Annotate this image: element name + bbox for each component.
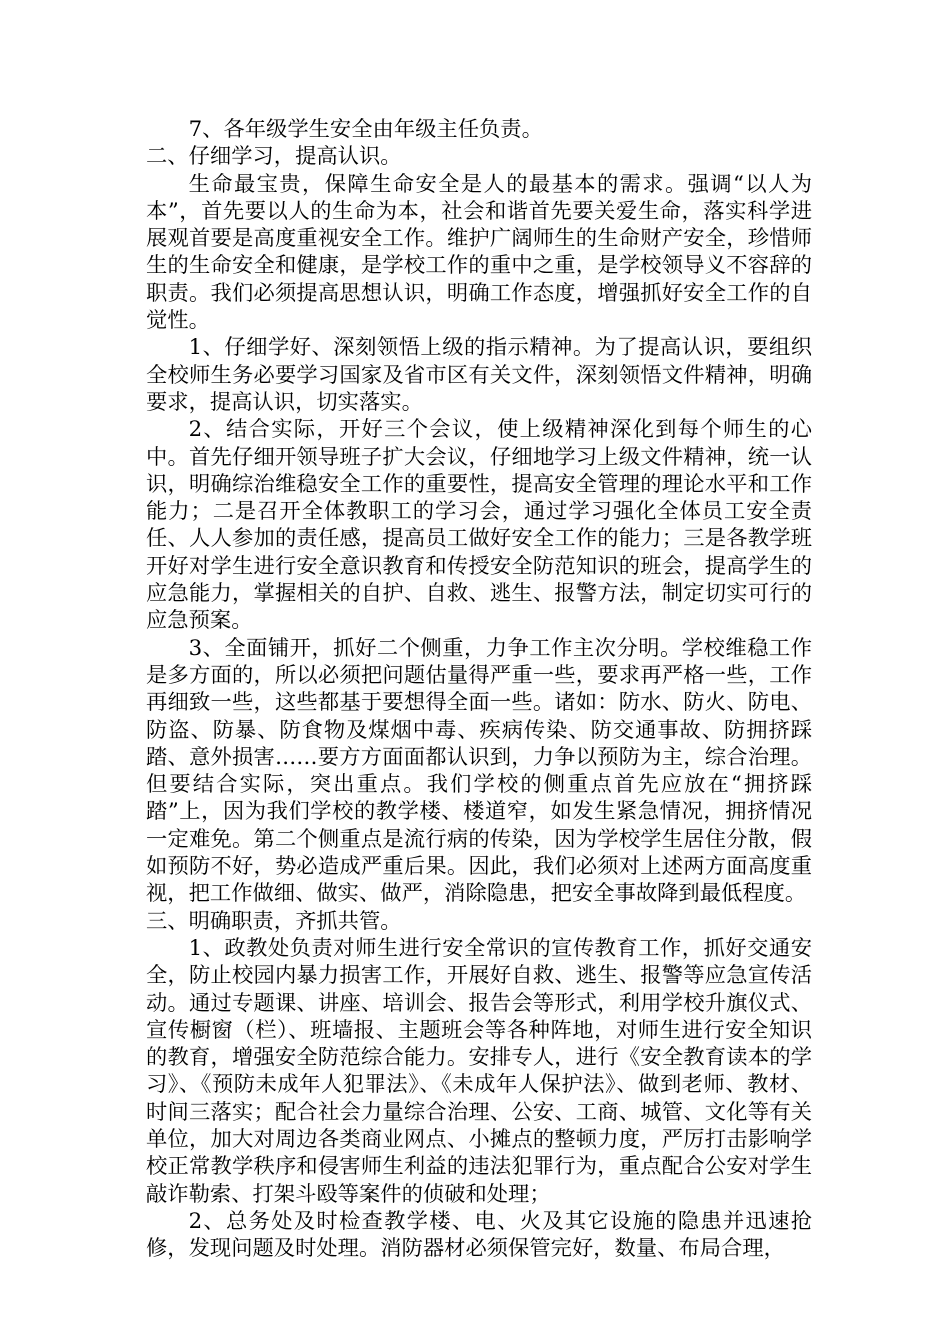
paragraph-life-safety: 生命最宝贵，保障生命安全是人的最基本的需求。强调“以人为本”，首先要以人的生命为本，社会和谐首先要关爱生命，落实科学进展观首要是高度重视安全工作。维护广阔师生的生命财产安全，珍惜师生的生命安全和健康，是学校工作的重中之重，是学校领导义不容辞的职责。我们必须提高思想认识，明确工作态度，增强抓好安全工作的自觉性。: [146, 171, 812, 334]
section-heading-2: 二、仔细学习，提高认识。: [146, 144, 402, 170]
paragraph-item-7: 7、各年级学生安全由年级主任负责。: [188, 117, 543, 142]
paragraph-duty-1: 1、政教处负责对师生进行安全常识的宣传教育工作，抓好交通安全，防止校园内暴力损害工作，开展好自救、逃生、报警等应急宣传活动。通过专题课、讲座、培训会、报告会等形式，利用学校升旗仪式、宣传橱窗（栏）、班墙报、主题班会等各种阵地，对师生进行安全知识的教育，增强安全防范综合能力。安排专人，进行《安全教育读本的学习》、《预防未成年人犯罪法》、《未成年人保护法》、做到老师、教材、时间三落实；配合社会力量综合治理、公安、工商、城管、文化等有关单位，加大对周边各类商业网点、小摊点的整顿力度，严厉打击影响学校正常教学秩序和侵害师生利益的违法犯罪行为，重点配合公安对学生敲诈勒索、打架斗殴等案件的侦破和处理；: [146, 935, 812, 1207]
document-body: [146, 116, 812, 1262]
paragraph-meetings-2: 2、结合实际，开好三个会议，使上级精神深化到每个师生的心中。首先仔细开领导班子扩大会议，仔细地学习上级文件精神，统一认识，明确综治维稳安全工作的重要性，提高安全管理的理论水平和工作能力；二是召开全体教职工的学习会，通过学习强化全体员工安全责任、人人参加的责任感，提高员工做好安全工作的能力；三是各教学班开好对学生进行安全意识教育和传授安全防范知识的班会，提高学生的应急能力，掌握相关的自护、自救、逃生、报警方法，制定切实可行的应急预案。: [146, 417, 812, 634]
section-heading-3: 三、明确职责，齐抓共管。: [146, 908, 402, 934]
paragraph-focus-3: 3、全面铺开，抓好二个侧重，力争工作主次分明。学校维稳工作是多方面的，所以必须把问题估量得严重一些，要求再严格一些，工作再细致一些，这些都基于要想得全面一些。诸如：防水、防火、防电、防盗、防暴、防食物及煤烟中毒、疾病传染、防交通事故、防拥挤踩踏、意外损害……要方方面面都认识到，力争以预防为主，综合治理。但要结合实际，突出重点。我们学校的侧重点首先应放在“拥挤踩踏”上，因为我们学校的教学楼、楼道窄，如发生紧急情况，拥挤情况一定难免。第二个侧重点是流行病的传染，因为学校学生居住分散，假如预防不好，势必造成严重后果。因此，我们必须对上述两方面高度重视，把工作做细、做实、做严，消除隐患，把安全事故降到最低程度。: [146, 635, 812, 907]
paragraph-study-1: 1、仔细学好、深刻领悟上级的指示精神。为了提高认识，要组织全校师生务必要学习国家及省市区有关文件，深刻领悟文件精神，明确要求，提高认识，切实落实。: [146, 335, 812, 415]
paragraph-duty-2: 2、总务处及时检查教学楼、电、火及其它设施的隐患并迅速抢修，发现问题及时处理。消防器材必须保管完好，数量、布局合理，: [146, 1208, 812, 1262]
